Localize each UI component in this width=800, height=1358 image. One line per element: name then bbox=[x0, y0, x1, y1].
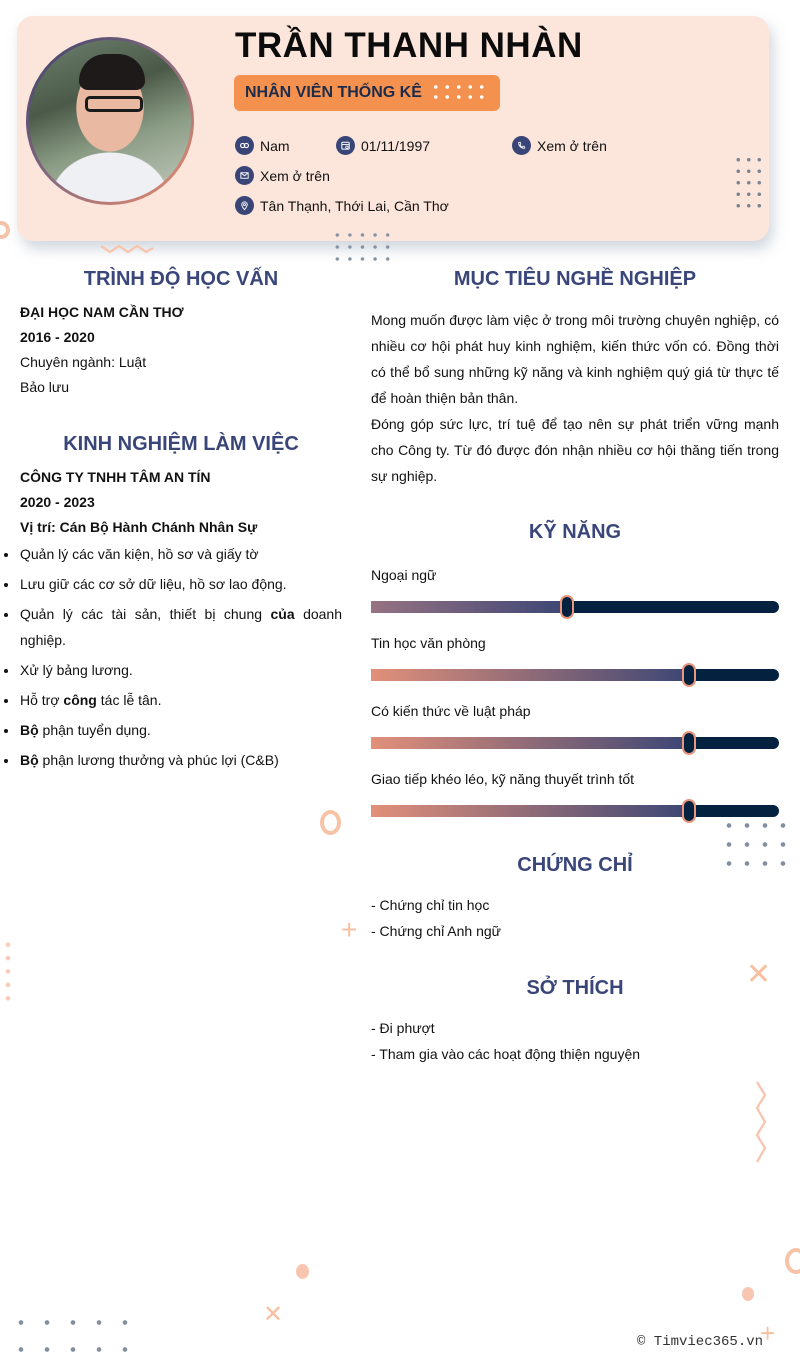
experience-position: Vị trí: Cán Bộ Hành Chánh Nhân Sự bbox=[20, 519, 258, 535]
education-status: Bảo lưu bbox=[20, 379, 70, 395]
badge-dots-decoration bbox=[430, 82, 488, 102]
ring-decoration bbox=[0, 221, 10, 239]
dot-decoration bbox=[742, 1287, 754, 1301]
duty-item: Hỗ trợ công tác lễ tân. bbox=[20, 688, 342, 714]
skill-bar bbox=[371, 601, 779, 613]
skill-fill bbox=[371, 601, 567, 613]
skill-item bbox=[371, 703, 779, 749]
watermark: © Timviec365.vn bbox=[637, 1334, 764, 1350]
certificates-heading: CHỨNG CHỈ bbox=[517, 854, 633, 876]
experience-section bbox=[20, 465, 342, 778]
skill-knob bbox=[682, 799, 696, 823]
objective-paragraph: Đóng góp sức lực, trí tuệ để tạo nên sự phát triển vững mạnh cho Công ty. Từ đó được đón nhận nhiều cơ hội thăng tiến trong sự nghiệp. bbox=[371, 416, 779, 484]
skill-item bbox=[371, 635, 779, 681]
certificates-section bbox=[371, 892, 779, 944]
skill-knob bbox=[682, 731, 696, 755]
plus-decoration: + bbox=[341, 914, 358, 945]
company-name: CÔNG TY TNHH TÂM AN TÍN bbox=[20, 469, 211, 485]
skill-item bbox=[371, 771, 779, 817]
duty-item: Bộ phận tuyển dụng. bbox=[20, 718, 342, 744]
experience-period: 2020 - 2023 bbox=[20, 494, 95, 510]
plus-decoration: + bbox=[760, 1318, 776, 1348]
skill-knob bbox=[560, 595, 574, 619]
duty-item: Quản lý các văn kiện, hồ sơ và giấy tờ bbox=[20, 542, 342, 568]
skill-label: Giao tiếp khéo léo, kỹ năng thuyết trình tốt bbox=[371, 771, 635, 787]
profile-photo bbox=[29, 40, 191, 202]
zigzag-decoration bbox=[754, 1080, 768, 1164]
skill-fill bbox=[371, 737, 689, 749]
skill-knob bbox=[682, 663, 696, 687]
skill-bar bbox=[371, 737, 779, 749]
candidate-name: TRẦN THANH NHÀN bbox=[235, 26, 583, 65]
ring-decoration bbox=[785, 1248, 800, 1274]
gender-value: Nam bbox=[260, 137, 290, 154]
certificate-item: - Chứng chỉ Anh ngữ bbox=[371, 923, 502, 939]
calendar-icon bbox=[336, 136, 355, 155]
ring-decoration bbox=[320, 810, 341, 835]
objective-section bbox=[371, 307, 779, 489]
info-email bbox=[235, 166, 330, 185]
education-major: Chuyên ngành: Luật bbox=[20, 354, 147, 370]
objective-paragraph: Mong muốn được làm việc ở trong môi trường chuyên nghiệp, có nhiều cơ hội phát huy kinh nghiệm, kiến thức vốn có. Đồng thời có thể bổ sung những kỹ năng và kinh nghiệm quý giá từ thực tế để hoàn thiện bản thân. bbox=[371, 312, 779, 406]
skill-label: Ngoại ngữ bbox=[371, 567, 437, 583]
education-section bbox=[20, 300, 342, 400]
duty-item: Bộ phận lương thưởng và phúc lợi (C&B) bbox=[20, 748, 342, 774]
job-title: NHÂN VIÊN THỐNG KÊ bbox=[245, 84, 422, 101]
avatar bbox=[26, 37, 194, 205]
skills-heading: KỸ NĂNG bbox=[528, 521, 622, 543]
phone-icon bbox=[512, 136, 531, 155]
duties-list bbox=[20, 542, 342, 773]
dots-decoration bbox=[2, 938, 14, 1002]
duty-item: Lưu giữ các cơ sở dữ liệu, hồ sơ lao động. bbox=[20, 572, 342, 598]
info-address bbox=[235, 196, 449, 215]
duty-item: Xử lý bảng lương. bbox=[20, 658, 342, 684]
envelope-icon bbox=[235, 166, 254, 185]
photo-hair bbox=[79, 54, 145, 90]
job-title-badge bbox=[234, 75, 500, 111]
education-heading: TRÌNH ĐỘ HỌC VẤN bbox=[83, 268, 279, 290]
skill-fill bbox=[371, 669, 689, 681]
certificate-item: - Chứng chỉ tin học bbox=[371, 897, 490, 913]
dots-decoration bbox=[331, 229, 394, 264]
skill-bar bbox=[371, 805, 779, 817]
hobby-item: - Đi phượt bbox=[371, 1020, 435, 1036]
skill-item bbox=[371, 567, 779, 613]
birthday-value: 01/11/1997 bbox=[361, 137, 431, 154]
photo-glasses bbox=[85, 96, 143, 112]
phone-value: Xem ở trên bbox=[537, 137, 607, 154]
education-period: 2016 - 2020 bbox=[20, 329, 95, 345]
duty-item: Quản lý các tài sản, thiết bị chung của doanh nghiệp. bbox=[20, 602, 342, 653]
skill-label: Có kiến thức về luật pháp bbox=[371, 703, 531, 719]
skill-bar bbox=[371, 669, 779, 681]
hobby-item: - Tham gia vào các hoạt động thiện nguyện bbox=[371, 1046, 641, 1062]
dot-decoration bbox=[296, 1264, 309, 1279]
skill-fill bbox=[371, 805, 689, 817]
objective-heading: MỤC TIÊU NGHỀ NGHIỆP bbox=[453, 268, 697, 290]
skill-label: Tin học văn phòng bbox=[371, 635, 486, 651]
gender-icon bbox=[235, 136, 254, 155]
school-name: ĐẠI HỌC NAM CẦN THƠ bbox=[20, 304, 184, 320]
cross-decoration: ✕ bbox=[746, 958, 772, 991]
hobbies-heading: SỞ THÍCH bbox=[526, 977, 624, 999]
info-gender bbox=[235, 136, 290, 155]
address-value: Tân Thạnh, Thới Lai, Cần Thơ bbox=[260, 197, 449, 214]
cross-decoration: ✕ bbox=[263, 1301, 284, 1328]
hobbies-section bbox=[371, 1015, 779, 1067]
info-birthday bbox=[336, 136, 430, 155]
dots-decoration bbox=[8, 1309, 138, 1357]
info-phone bbox=[512, 136, 607, 155]
email-value: Xem ở trên bbox=[260, 167, 330, 184]
zigzag-decoration bbox=[100, 244, 154, 256]
location-pin-icon bbox=[235, 196, 254, 215]
dots-decoration bbox=[733, 154, 763, 210]
experience-heading: KINH NGHIỆM LÀM VIỆC bbox=[63, 433, 299, 455]
